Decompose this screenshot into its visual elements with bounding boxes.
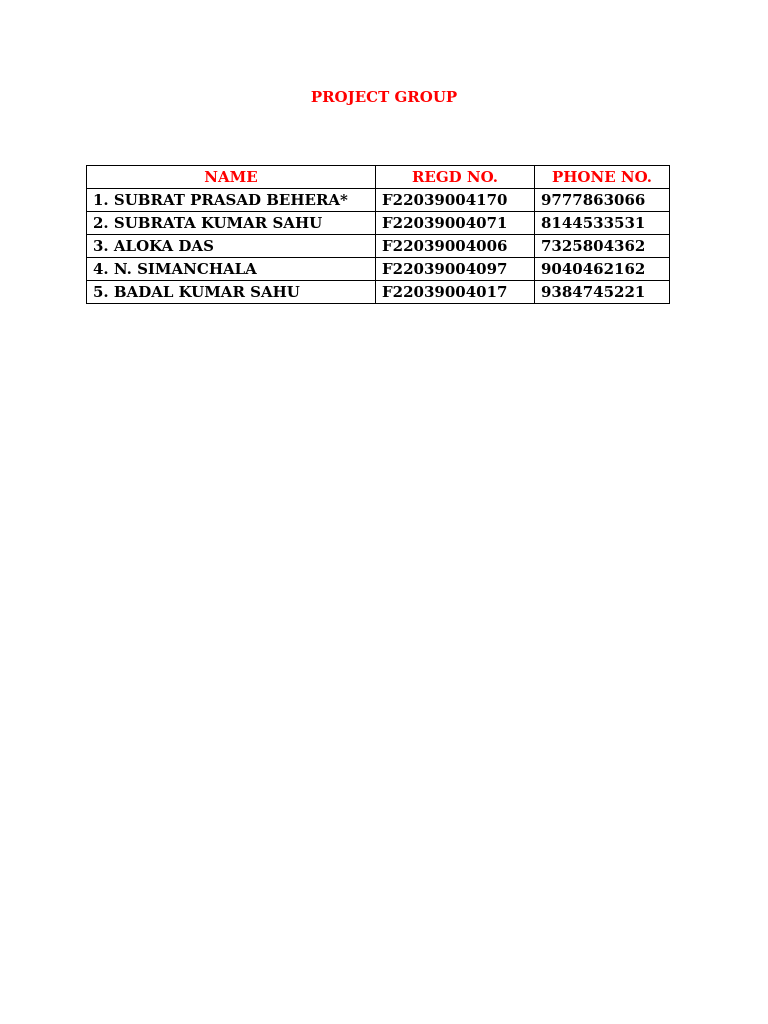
table-row [87,235,670,258]
member-phone-no: 8144533531 [535,212,670,235]
member-regd-no: F22039004006 [376,235,535,258]
member-regd-no: F22039004097 [376,258,535,281]
project-group-table [86,165,670,304]
table-row [87,258,670,281]
column-header-phone-no: PHONE NO. [535,166,670,189]
member-name: 4. N. SIMANCHALA [87,258,376,281]
member-name: 3. ALOKA DAS [87,235,376,258]
table-row [87,189,670,212]
member-name: 2. SUBRATA KUMAR SAHU [87,212,376,235]
table-row [87,212,670,235]
member-name: 5. BADAL KUMAR SAHU [87,281,376,304]
member-name: 1. SUBRAT PRASAD BEHERA* [87,189,376,212]
member-regd-no: F22039004017 [376,281,535,304]
table-header-row [87,166,670,189]
member-regd-no: F22039004071 [376,212,535,235]
member-phone-no: 9040462162 [535,258,670,281]
column-header-name: NAME [87,166,376,189]
member-phone-no: 7325804362 [535,235,670,258]
table-row [87,281,670,304]
page-title: PROJECT GROUP [310,88,458,106]
member-phone-no: 9777863066 [535,189,670,212]
column-header-regd-no: REGD NO. [376,166,535,189]
member-phone-no: 9384745221 [535,281,670,304]
member-regd-no: F22039004170 [376,189,535,212]
